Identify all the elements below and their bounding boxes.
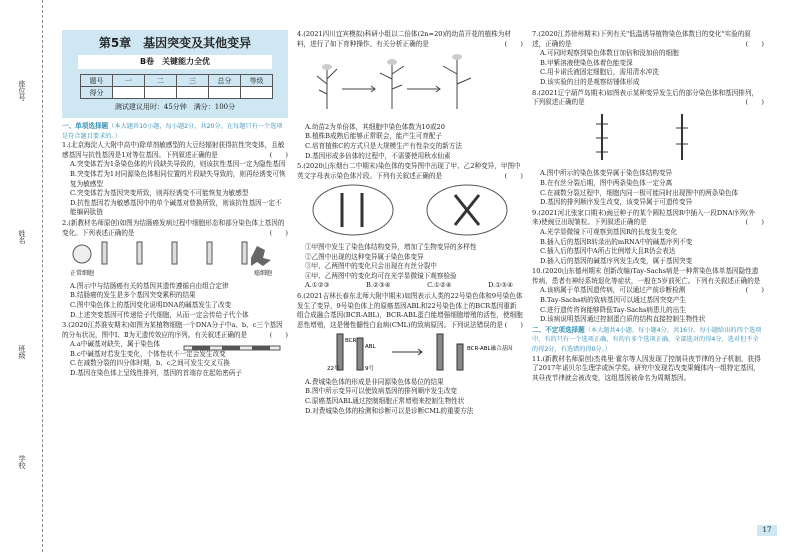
option[interactable]: A.a中碱基对缺失，属于染色体 xyxy=(70,340,160,349)
answer-bracket[interactable]: ( ) xyxy=(745,286,764,295)
question-5 xyxy=(297,162,523,291)
option[interactable]: A.费城染色体的形成是非同源染色体易位的结果 xyxy=(305,377,444,386)
section2-desc: （本大题共4小题，每小题4分，共16分。每小题给出的四个选项中，有的只有一个选项正确，有的有多个选项正确，全部选对的得4分，选对但不全的得2分，有选错的得0分。） xyxy=(532,326,762,354)
option[interactable]: D.基因的排列顺序发生改变，该变异属于可遗传变异 xyxy=(540,198,693,207)
question-9 xyxy=(532,209,764,267)
option[interactable]: A.光学显微镜下可观察到基因R的长度发生变化 xyxy=(540,227,678,236)
option[interactable]: B.植株B成熟后能够正常联会，能产生可育配子 xyxy=(305,132,443,141)
score-row-label: 得分 xyxy=(81,87,113,99)
option[interactable]: C.插入后的基因中A所占比例增大且R仍会表达 xyxy=(540,247,676,256)
option[interactable]: B.突变体若为1对同源染色体相同位置的片段缺失导致的，则再经诱变可恢复为敏感型 xyxy=(70,169,286,188)
dna-gene-figure xyxy=(182,340,282,356)
score-header: 三 xyxy=(177,75,209,87)
option[interactable]: C.用卡诺氏液固定细胞后，需用清水冲洗 xyxy=(540,68,659,77)
philadelphia-chromosome-figure xyxy=(297,330,523,374)
q2-stem: 2.(新教材名师原创)如图为结肠癌发病过程中细胞形态和部分染色体上基因的变化。下列表述正确的是 xyxy=(62,218,285,237)
option[interactable]: B.图中所示变异可以使致病基因的排列顺序发生改变 xyxy=(305,387,458,396)
binding-margin xyxy=(0,0,50,552)
option[interactable]: A.图中所示的染色体变异属于染色体结构变异 xyxy=(540,169,673,178)
question-2 xyxy=(62,219,288,320)
score-header: 等级 xyxy=(241,75,273,87)
option[interactable]: D.对费城染色体的检测和诊断可以是诊断CML的重要方法 xyxy=(305,406,474,415)
cancer-cell-shape xyxy=(251,246,271,266)
q6-stem: 6.(2021吉林长春东北师大附中期末)如图表示人类的22号染色体和9号染色体发生了变异，9号染色体上的原癌基因ABL和22号染色体上的BCR基因重新组合成融合基因(BCR-ABL)，BCR-ABL蛋白能增强细胞增殖的活性，使细胞恶性增殖，这是慢性髓性白血病(CML)的致病原因。下列说法错误的是 xyxy=(297,291,523,329)
q5-stem: 5.(2020山东烟台二中期末)染色体的变异图中出现了甲、乙2种变异，甲图中英文字母表示染色体片段。下列有关叙述正确的是 xyxy=(297,162,521,180)
option[interactable]: B.Tay-Sachs病的致病基因可以通过基因突变产生 xyxy=(540,296,686,305)
option[interactable]: A.图示中与结肠癌有关的基因其遗传遵循自由组合定律 xyxy=(70,281,229,290)
answer-bracket[interactable]: ( ) xyxy=(269,330,288,339)
option[interactable]: B.插入后的基因R转录出的mRNA中的碱基序列不变 xyxy=(540,237,693,246)
q4-stem: 4.(2021四川宜宾模拟)科研小组以二倍体(2n=20)的幼苗开花的植株为材料，进行了如下育种操作。有关分析正确的是 xyxy=(297,30,511,48)
answer-bracket[interactable]: ( ) xyxy=(269,150,288,159)
fig-label: BCR-ABL融合基因 xyxy=(467,346,513,353)
chromosome-variation-figure xyxy=(297,181,523,239)
statement: ②乙图中出现的这种变异属于染色体变异 xyxy=(305,252,424,261)
normal-cell-shape xyxy=(73,245,91,263)
option[interactable]: D.基因在染色体上呈线性排列，基因的首端存在起始密码子 xyxy=(70,369,242,378)
column-1 xyxy=(62,122,288,380)
school-label: 学校 xyxy=(18,455,26,469)
seat-label: 座位号 xyxy=(18,80,26,101)
question-7 xyxy=(532,30,764,88)
q3-stem: 3.(2020江苏淮安期末)如图为某植物细胞一个DNA分子中a、b、c三个基因的分布状况，图中Ⅰ、Ⅱ为无遗传效应的序列。有关叙述正确的是 xyxy=(62,321,283,339)
q8-stem: 8.(2021辽宁葫芦岛期末)如图表示某种变异发生后的部分染色体和基因排列，下列叙述正确的是 xyxy=(532,88,759,107)
statement: ④甲、乙两图中的变化均可在光学显微镜下观察检验 xyxy=(305,271,457,280)
chromosome-gene-figure xyxy=(532,108,764,166)
option[interactable]: D.抗性基因若为敏感基因中的单个碱基对替换所致，则该抗性基因一定不能编码肽链 xyxy=(70,198,282,217)
chapter-title: 第5章 基因突变及其他变异 xyxy=(98,36,252,50)
class-label: 班级 xyxy=(18,345,26,359)
option[interactable]: D.上述突变基因可传递给子代细胞，从而一定会传给子代个体 xyxy=(70,310,249,319)
question-11 xyxy=(532,355,764,384)
section2-header xyxy=(532,326,764,355)
option[interactable]: C.原癌基因ABL通过控制细胞正常增殖来控制生物性状 xyxy=(305,397,465,406)
score-cell[interactable] xyxy=(209,87,241,99)
cut-line xyxy=(42,0,43,552)
score-header: 总分 xyxy=(209,75,241,87)
chapter-header xyxy=(62,30,288,118)
score-cell[interactable] xyxy=(177,87,209,99)
section1-heading: 一、单项选择题 xyxy=(62,122,109,130)
option[interactable]: D.该病说明基因通过控制蛋白质的结构直接控制生物性状 xyxy=(540,315,706,324)
fig-label: BCR xyxy=(345,338,357,345)
option[interactable]: B.结肠癌的发生是多个基因突变累积的结果 xyxy=(70,291,196,300)
question-6 xyxy=(297,292,523,416)
q1-stem: 1.(北京海淀人大附中高中)除草剂敏感型的大豆经辐射获得抗性突变体，且敏感基因与抗性基因是1对等位基因。下列叙述正确的是 xyxy=(62,141,285,159)
option[interactable]: D.插入后的基因的碱基序列发生改变，属于基因突变 xyxy=(540,256,693,265)
option[interactable]: B.c中碱基对若发生变化，个体性状不一定会发生改变 xyxy=(70,349,226,358)
option[interactable]: C.进行遗传咨询能够降低Tay-Sachs病患儿的出生 xyxy=(540,305,686,314)
column-2 xyxy=(297,30,523,417)
fig-label-cancer: 癌细胞 xyxy=(254,270,273,278)
statement: ③甲、乙两图中的变化只会出现在有丝分裂中 xyxy=(305,262,437,271)
time-info: 测试建议用时：45分钟 满分：100分 xyxy=(114,103,236,111)
option[interactable]: B.在有丝分裂后期，图中两条染色体一定分离 xyxy=(540,178,673,187)
option[interactable]: C.突变体若为基因突变所致，则再经诱变不可能恢复为敏感型 xyxy=(70,189,249,198)
name-label: 姓名 xyxy=(18,230,26,244)
paper-section-title: B卷 关键能力全优 xyxy=(78,55,272,69)
score-cell[interactable] xyxy=(241,87,273,99)
answer-bracket[interactable]: ( ) xyxy=(745,98,764,107)
statement: ①甲图中发生了染色体结构变异，增加了生物变异的多样性 xyxy=(305,242,477,251)
option-row xyxy=(297,281,523,291)
answer-bracket[interactable]: ( ) xyxy=(504,39,523,48)
option[interactable]: C.①②④ xyxy=(427,281,452,290)
section1-header xyxy=(62,122,288,141)
question-4 xyxy=(297,30,523,161)
answer-bracket[interactable]: ( ) xyxy=(269,228,288,237)
score-cell[interactable] xyxy=(145,87,177,99)
score-cell[interactable] xyxy=(113,87,145,99)
column-3 xyxy=(532,30,764,384)
q10-stem: 10.(2020山东德州期末 创新改编)Tay-Sachs病是一种常染色体单基因隐性遗传病，患者有神经系统退化等症状，一般在5岁前死亡。下列有关叙述正确的是 xyxy=(532,267,761,285)
breeding-figure xyxy=(297,49,523,119)
page-number: 17 xyxy=(757,525,777,536)
option[interactable]: C.在减数分裂的四分体时期，b、c之间可发生交叉互换 xyxy=(70,359,230,368)
question-3 xyxy=(62,321,288,379)
score-header: 题号 xyxy=(81,75,113,87)
option[interactable]: A.幼苗2为单倍体，其细胞中染色体数为10或20 xyxy=(305,122,445,131)
score-table xyxy=(80,74,273,99)
option[interactable]: C.图中染色体上的基因变化说明DNA的碱基发生了改变 xyxy=(70,300,232,309)
fig-label: 22号 xyxy=(327,366,340,373)
section2-heading: 二、不定项选择题 xyxy=(532,325,585,334)
option[interactable]: B.②③④ xyxy=(365,281,391,290)
option[interactable]: A.突变体若为1条染色体的片段缺失导致的，则该抗性基因一定为隐性基因 xyxy=(70,160,286,169)
q11-stem: 11.(新教材名师原创)杰弗里·霍尔等人因发现了控制昼夜节律的分子机制，获得了2017年诺贝尔生理学或医学奖。研究中发现若改变果蝇体内一组特定基因，其昼夜节律就会被改变，这组基因被命名为周期基因。 xyxy=(532,354,761,382)
option[interactable]: B.甲紫溶液使染色体着色能变深 xyxy=(540,58,633,67)
question-8 xyxy=(532,89,764,208)
option[interactable]: A.该病属于单基因遗传病，可以通过产前诊断检测 xyxy=(540,286,686,295)
fig-label: ABL xyxy=(365,344,376,351)
score-header: 二 xyxy=(145,75,177,87)
answer-bracket[interactable]: ( ) xyxy=(504,171,523,180)
question-10 xyxy=(532,267,764,325)
section1-desc: （本大题共10小题，每小题2分，共20分。在每题只有一个选项是符合题目要求的。） xyxy=(62,123,283,140)
answer-bracket[interactable]: ( ) xyxy=(745,39,764,48)
option[interactable]: D.基因形成多倍体的过程中，不需要使用秋水仙素 xyxy=(305,151,451,160)
fig-label: 9号 xyxy=(365,366,374,373)
option[interactable]: A.可同时观察到染色体数目加倍和没加倍的细胞 xyxy=(540,49,679,58)
option[interactable]: D.该实验的目的是观察纺锤体形成 xyxy=(540,77,640,86)
question-1 xyxy=(62,141,288,218)
q9-stem: 9.(2021河北张家口期末)豌豆种子的某个圆粒基因R中插入一段DNA序列(外来)使豌豆出现皱粒。下列叙述正确的是 xyxy=(532,208,756,227)
option[interactable]: D.①③④ xyxy=(488,281,513,290)
q7-stem: 7.(2020江苏徐州期末)下列有关"低温诱导植物染色体数目的变化"实验的叙述，正确的是 xyxy=(532,30,751,48)
option[interactable]: C.在减数分裂过程中，细胞内同一极可能同时出现图中的两条染色体 xyxy=(540,188,739,197)
option[interactable]: A.①②③ xyxy=(305,281,330,290)
option[interactable]: C.培育植株C的方式只是大规模生产有性杂交的新方法 xyxy=(305,141,463,150)
answer-bracket[interactable]: ( ) xyxy=(745,218,764,227)
fig-label-normal: 正常细胞 xyxy=(70,270,95,278)
colon-cancer-figure xyxy=(62,238,288,278)
score-header: 一 xyxy=(113,75,145,87)
answer-bracket[interactable]: ( ) xyxy=(504,320,523,329)
